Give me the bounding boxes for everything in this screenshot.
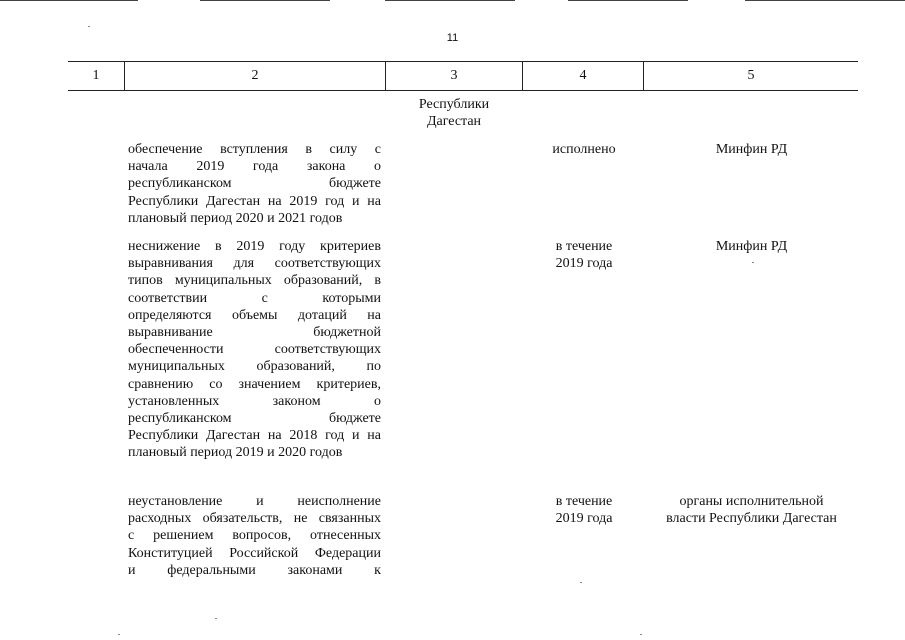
term-line: исполнено [552, 142, 616, 157]
measure-line: выравнивания для соответствующих [128, 256, 381, 272]
responsible-text [645, 141, 858, 158]
measure-line: республиканском бюджете [128, 176, 381, 192]
scan-speck [752, 262, 754, 263]
scan-speck [88, 26, 90, 27]
scan-speck [118, 634, 120, 635]
measure-line: Республики Дагестан на 2019 год и на [128, 193, 381, 209]
continued-cell-line: Дагестан [426, 114, 482, 130]
measure-line: плановый период 2020 и 2021 годов [128, 210, 343, 226]
measure-line: плановый период 2019 и 2020 годов [128, 445, 343, 461]
measure-line: республиканском бюджете [128, 410, 381, 426]
page-number: 11 [446, 32, 459, 44]
measure-line: обеспеченности соответствующих [128, 342, 381, 358]
measure-line: Конституцией Российской Федерации [128, 545, 381, 561]
measure-line: с решением вопросов, отнесенных [128, 528, 381, 544]
scan-edge-line [0, 0, 138, 1]
measure-line: установленных законом о [128, 393, 381, 409]
measure-line: начала 2019 года закона о [128, 159, 381, 175]
scan-edge-line [745, 0, 905, 1]
measure-line: выравнивание бюджетной [128, 324, 381, 340]
scan-speck [580, 582, 582, 583]
measure-line: неснижение в 2019 году критериев [128, 239, 381, 254]
scan-edge-line [568, 0, 688, 1]
measure-line: и федеральными законами к [128, 562, 381, 578]
header-col-3: 3 [450, 68, 458, 83]
term-text [523, 238, 645, 272]
measure-line: типов муниципальных образований, в [128, 273, 381, 289]
measure-line: обеспечение вступления в силу с [128, 142, 381, 157]
continued-cell [386, 96, 522, 130]
term-line: 2019 года [555, 511, 613, 527]
header-col-2: 2 [251, 68, 259, 83]
measure-text [128, 141, 381, 227]
responsible-line: власти Республики Дагестан [666, 511, 837, 527]
header-col-1: 1 [92, 68, 100, 83]
header-col-5: 5 [747, 68, 755, 83]
measure-line: неустановление и неисполнение [128, 494, 381, 509]
responsible-line: Минфин РД [715, 142, 788, 157]
measure-line: определяются объемы дотаций на [128, 307, 381, 323]
responsible-text [645, 238, 858, 255]
measure-line: сравнению со значением критериев, [128, 376, 381, 392]
measure-line: Республики Дагестан на 2018 год и на [128, 428, 381, 444]
responsible-text [645, 493, 858, 527]
measure-text [128, 238, 381, 461]
table-header [68, 61, 858, 91]
scan-edge-line [385, 0, 515, 1]
continued-cell-line: Республики [418, 97, 490, 112]
header-col-4: 4 [579, 68, 587, 83]
term-text [523, 493, 645, 527]
measure-line: муниципальных образований, по [128, 359, 381, 375]
scan-speck [215, 618, 217, 619]
measure-line: соответствии с которыми [128, 290, 381, 306]
measure-line: расходных обязательств, не связанных [128, 511, 381, 527]
responsible-line: Минфин РД [715, 239, 788, 254]
term-line: в течение [555, 494, 613, 509]
term-line: 2019 года [555, 256, 613, 272]
responsible-line: органы исполнительной [679, 494, 824, 509]
scan-edge-line [200, 0, 330, 1]
term-text [523, 141, 645, 158]
measure-text [128, 493, 381, 579]
term-line: в течение [555, 239, 613, 254]
scan-speck [640, 634, 642, 635]
